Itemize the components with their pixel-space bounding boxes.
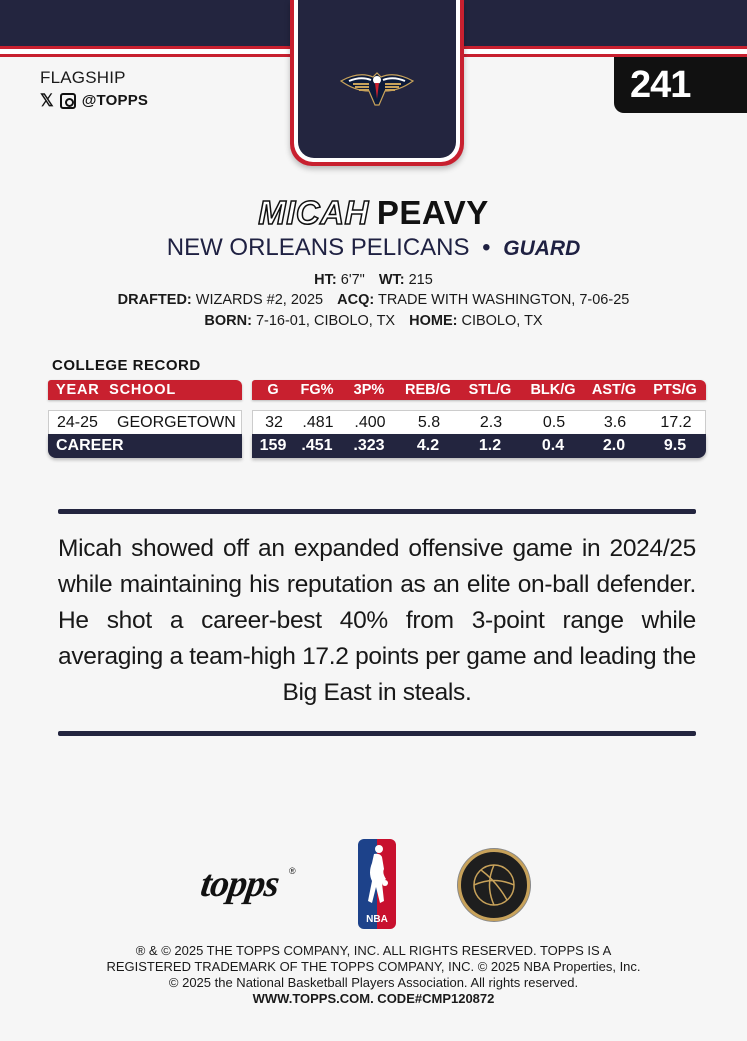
legal-line-4: WWW.TOPPS.COM. CODE#CMP120872 [252, 991, 495, 1006]
col-header: STL/G [468, 382, 512, 398]
nba-logo-icon [358, 839, 396, 929]
player-first-name: MICAH [258, 194, 369, 231]
stat-cell: 2.3 [479, 413, 503, 431]
table-header-left: YEAR SCHOOL [48, 380, 242, 400]
stat-cell: 0.5 [542, 413, 566, 431]
stat-cell: 3.6 [603, 413, 627, 431]
born-value: 7-16-01, CIBOLO, TX [255, 313, 396, 329]
player-last-name: PEAVY [376, 194, 489, 231]
row-school: GEORGETOWN [117, 413, 236, 431]
nbpa-logo-icon [458, 849, 530, 921]
social-row [40, 92, 148, 109]
home-label: HOME: [409, 313, 458, 329]
col-header: REB/G [405, 382, 451, 398]
stat-cell: .400 [354, 413, 386, 431]
player-blurb: Micah showed off an expanded offensive game in 2024/25 while maintaining his reputation as an elite on-ball defender. He shot a career-best 40% from 3-point range while averaging a team-high 17.2 points per game and leading the Big East in steals. [58, 535, 696, 706]
registered-mark: ® [289, 866, 296, 876]
wt-label: WT: [378, 272, 405, 288]
stat-cell: 17.2 [660, 413, 692, 431]
basketball-icon [461, 852, 527, 918]
pelicans-logo-icon [339, 67, 415, 111]
col-header: PTS/G [653, 382, 697, 398]
separator-bullet: • [482, 234, 491, 261]
team-line [0, 234, 747, 262]
player-name [0, 194, 747, 232]
career-stat-cell: 4.2 [416, 437, 440, 454]
divider-top [58, 509, 696, 514]
col-header: 3P% [353, 382, 385, 398]
career-label: CAREER [56, 437, 124, 454]
stat-cell: 32 [265, 413, 283, 431]
brand-block [40, 68, 148, 109]
college-record-title: COLLEGE RECORD [52, 357, 201, 374]
legal-line-2: REGISTERED TRADEMARK OF THE TOPPS COMPANY, INC. © 2025 NBA Properties, Inc. [106, 959, 641, 974]
acq-value: TRADE WITH WASHINGTON, 7-06-25 [377, 292, 630, 308]
x-icon: 𝕏 [40, 91, 54, 110]
career-stat-cell: 0.4 [541, 437, 565, 454]
home-value: CIBOLO, TX [461, 313, 543, 329]
team-name: NEW ORLEANS PELICANS [166, 234, 470, 261]
ht-label: HT: [314, 272, 337, 288]
drafted-value: WIZARDS #2, 2025 [195, 292, 324, 308]
table-row [252, 410, 706, 434]
team-logo-tab [290, 0, 464, 166]
table-row [48, 410, 242, 434]
nba-silhouette-icon [364, 843, 390, 907]
stat-cell: .481 [302, 413, 334, 431]
acq-label: ACQ: [337, 292, 375, 308]
ht-value: 6'7" [340, 272, 365, 288]
career-row-left [48, 434, 242, 458]
career-stat-cell: 1.2 [478, 437, 502, 454]
career-stat-cell: .451 [301, 437, 333, 454]
bio-line-draft [0, 292, 747, 308]
col-header: BLK/G [530, 382, 576, 398]
career-stat-cell: 159 [259, 437, 287, 454]
born-label: BORN: [204, 313, 252, 329]
col-header: G [267, 382, 279, 398]
nba-logo-text: NBA [366, 914, 388, 925]
bio-line-height-weight [0, 272, 747, 288]
wt-value: 215 [408, 272, 433, 288]
brand-name: FLAGSHIP [40, 68, 126, 87]
career-stat-cell: 2.0 [602, 437, 626, 454]
legal-line-3: © 2025 the National Basketball Players Association. All rights reserved. [168, 975, 579, 990]
player-position: GUARD [503, 237, 581, 260]
col-header: FG% [300, 382, 334, 398]
col-header: AST/G [591, 382, 637, 398]
divider-bottom [58, 731, 696, 736]
social-handle: @TOPPS [81, 92, 149, 109]
instagram-icon [60, 93, 76, 109]
career-stat-cell: .323 [353, 437, 385, 454]
row-year: 24-25 [57, 413, 98, 431]
legal-line-1: ® & © 2025 THE TOPPS COMPANY, INC. ALL RIGHTS RESERVED. TOPPS IS A [135, 943, 612, 958]
topps-logo: topps [198, 863, 282, 905]
career-stat-cell: 9.5 [663, 437, 687, 454]
drafted-label: DRAFTED: [117, 292, 192, 308]
card-number: 241 [614, 57, 747, 113]
stat-cell: 5.8 [417, 413, 441, 431]
bio-line-born [0, 313, 747, 329]
career-row-right [252, 434, 706, 458]
table-header-right [252, 380, 706, 400]
